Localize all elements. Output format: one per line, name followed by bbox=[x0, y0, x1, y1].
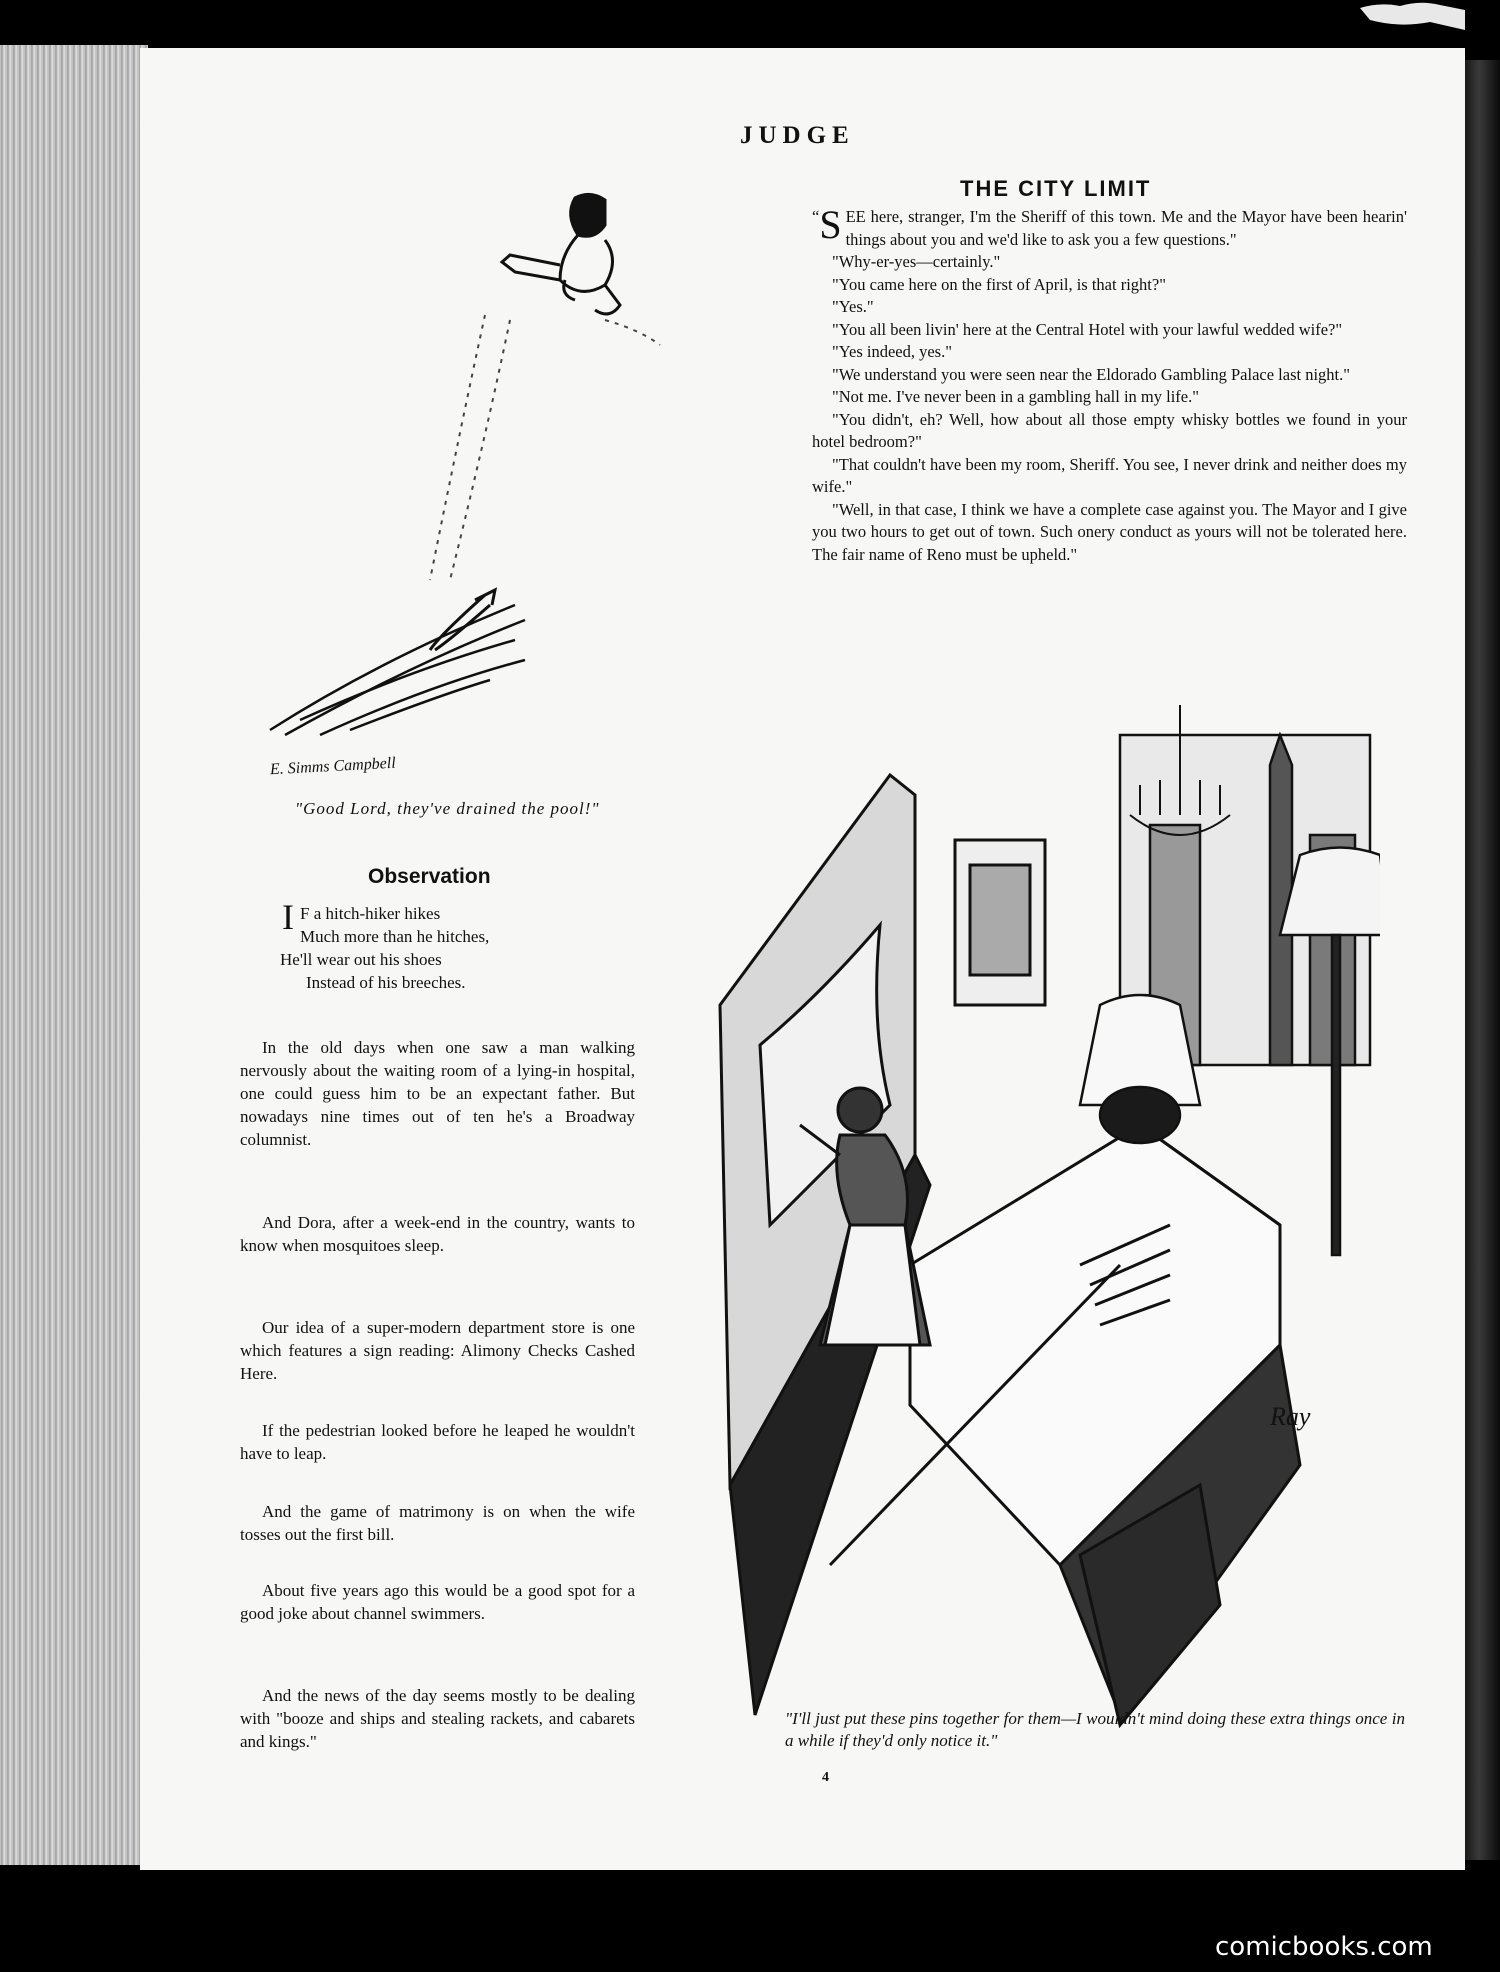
story-paragraph: "Not me. I've never been in a gambling hall in my life." bbox=[832, 387, 1199, 406]
story-paragraph: "You all been livin' here at the Central Hotel with your lawful wedded wife?" bbox=[832, 319, 1343, 339]
desk-lamp bbox=[1080, 995, 1200, 1143]
story-paragraph: "You didn't, eh? Well, how about all those empty whisky bottles we found in your hotel bedroom?" bbox=[812, 409, 1407, 451]
story-paragraph: "Yes indeed, yes." bbox=[832, 342, 952, 361]
diver-cartoon bbox=[260, 180, 700, 740]
story-paragraph: "Yes." bbox=[832, 297, 874, 316]
pool-edge-lines bbox=[270, 605, 525, 735]
paragraph-channel-swimmers: About five years ago this would be a good spot for a good joke about channel swimmers. bbox=[240, 1581, 635, 1623]
poem-dropcap: I bbox=[282, 897, 294, 937]
paragraph-matrimony: And the game of matrimony is on when the wife tosses out the first bill. bbox=[240, 1502, 635, 1544]
story-body bbox=[812, 202, 1407, 566]
book-page-edges bbox=[0, 45, 148, 1865]
story-paragraph: "That couldn't have been my room, Sheriff. You see, I never drink and neither does my wife." bbox=[812, 454, 1407, 496]
running-head: JUDGE bbox=[740, 122, 855, 149]
story-paragraph-text: EE here, stranger, I'm the Sheriff of this town. Me and the Mayor have been hearin' things about you and we'd like to ask you a few questions." bbox=[845, 207, 1407, 249]
story-dropcap: S bbox=[819, 202, 842, 247]
paragraph-columnist: In the old days when one saw a man walking nervously about the waiting room of a lying-in hospital, one could guess him to be an expectant father. But nowadays nine times out of ten he's a Broadway columnist. bbox=[240, 1038, 635, 1149]
cartoon-signature: E. Simms Campbell bbox=[269, 754, 397, 779]
story-title: THE CITY LIMIT bbox=[960, 176, 1152, 201]
picture-frame bbox=[955, 840, 1045, 1005]
cartoon-caption: "Good Lord, they've drained the pool!" bbox=[295, 799, 600, 818]
diver-motion-lines bbox=[430, 315, 660, 580]
story-paragraph bbox=[812, 202, 1407, 251]
poem-line: Much more than he hitches, bbox=[300, 927, 490, 946]
story-paragraph: "Why-er-yes—certainly." bbox=[832, 252, 1001, 271]
story-paragraph: "You came here on the first of April, is that right?" bbox=[832, 274, 1166, 294]
facing-page-edge bbox=[1465, 60, 1500, 1860]
poem-line: He'll wear out his shoes bbox=[280, 950, 442, 969]
watermark: comicbooks.com bbox=[1215, 1932, 1433, 1962]
story-paragraph: "Well, in that case, I think we have a complete case against you. The Mayor and I give you two hours to get out of town. Such onery conduct as yours will not be tolerated here. The fair name of Reno must be upheld." bbox=[812, 499, 1407, 564]
poem-line: F a hitch-hiker hikes bbox=[300, 904, 441, 923]
cartoon-caption: "I'll just put these pins together for them—I wouldn't mind doing these extra things once in a while if they'd only notice it." bbox=[785, 1709, 1405, 1750]
diving-board bbox=[430, 590, 495, 650]
page-number: 4 bbox=[822, 1770, 829, 1785]
paragraph-news: And the news of the day seems mostly to be dealing with "booze and ships and stealing rackets, and cabarets and kings." bbox=[240, 1686, 635, 1751]
paragraph-department-store: Our idea of a super-modern department store is one which features a sign reading: Alimony Checks Cashed Here. bbox=[240, 1318, 635, 1383]
torn-corner-scrap bbox=[1360, 0, 1465, 30]
observation-poem bbox=[280, 897, 490, 994]
story-paragraph: "We understand you were seen near the Eldorado Gambling Palace last night." bbox=[832, 364, 1350, 384]
paragraph-dora: And Dora, after a week-end in the country, wants to know when mosquitoes sleep. bbox=[240, 1213, 635, 1255]
cartoon-signature: Ray bbox=[1270, 1402, 1311, 1431]
paragraph-pedestrian: If the pedestrian looked before he leaped he wouldn't have to leap. bbox=[240, 1421, 635, 1463]
maid-office-cartoon bbox=[700, 705, 1380, 1765]
poem-line: Instead of his breeches. bbox=[306, 973, 466, 992]
observation-title: Observation bbox=[368, 865, 491, 888]
diver-figure bbox=[502, 194, 620, 314]
open-quote: “ bbox=[812, 207, 820, 226]
